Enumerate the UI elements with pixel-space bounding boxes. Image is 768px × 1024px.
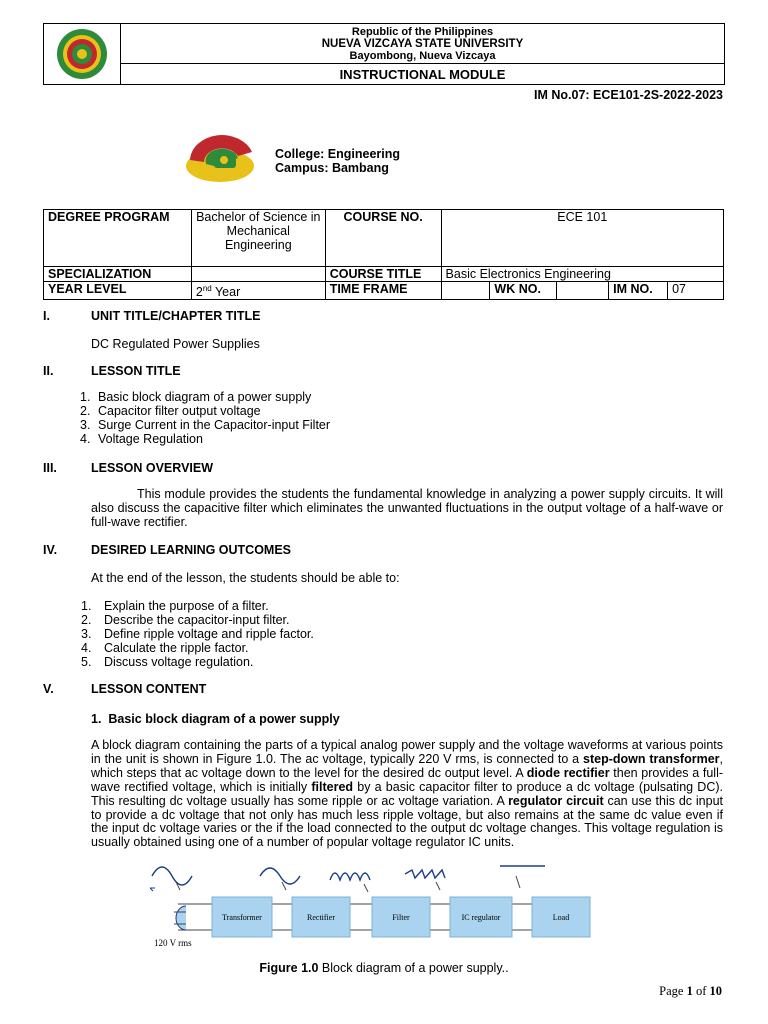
section-number: III. — [43, 461, 57, 475]
university-seal-icon — [50, 27, 114, 81]
section-title: LESSON OVERVIEW — [91, 461, 214, 475]
section-2-heading — [43, 364, 181, 378]
lesson-overview-text: This module provides the students the fundamental knowledge in analyzing a power supply circuits. It will also discuss the capacitive filter which eliminates the unwanted fluctuations in the output voltage of a half-wave or full-wave rectifier. — [91, 487, 723, 529]
specialization-label: SPECIALIZATION — [44, 267, 192, 282]
header-university-block — [121, 24, 724, 64]
outcomes-list — [81, 599, 314, 669]
stepped-down-wave-icon — [260, 868, 300, 884]
list-item: 4. Voltage Regulation — [80, 432, 203, 446]
year-suffix: nd — [202, 284, 212, 293]
header-republic: Republic of the Philippines — [351, 26, 494, 38]
im-no-label: IM NO. — [609, 282, 668, 300]
wk-no-value — [557, 282, 609, 300]
subsection-title: 1. Basic block diagram of a power supply — [91, 712, 340, 726]
course-no-value: ECE 101 — [441, 210, 723, 267]
campus-name: Campus: Bambang — [275, 161, 389, 175]
lesson-content-paragraph: A block diagram containing the parts of a typical analog power supply and the voltage waveforms at various points in the unit is shown in Figure 1.0. The ac voltage, typically 220 V rms, is connected to a step-down transformer, which steps that ac voltage down to the level for the desired dc output level. A diode rectifier then provides a full-wave rectified voltage, which is initially filtered by a basic capacitor filter to produce a dc voltage (pulsating DC). This resulting dc voltage usually has some ripple or ac voltage variation. A regulator circuit can use this dc input to provide a dc voltage that not only has much less ripple voltage, but also remains at the same dc value even if the input dc voltage varies or the if the load connected to the output dc voltage changes. This voltage regulation is usually obtained using one of a number of popular voltage regulator IC units. — [91, 738, 724, 850]
ac-input-wave-icon — [152, 867, 192, 885]
header-location: Bayombong, Nueva Vizcaya — [349, 50, 496, 62]
block-label: Filter — [392, 913, 410, 922]
university-logo — [44, 24, 121, 84]
list-item: 5. Discuss voltage regulation. — [81, 655, 254, 669]
list-item: 1. Basic block diagram of a power supply — [80, 390, 312, 404]
time-frame-value — [441, 282, 490, 300]
section-5-heading — [43, 682, 206, 696]
header-university-name: NUEVA VIZCAYA STATE UNIVERSITY — [321, 38, 524, 50]
source-label: 120 V rms — [154, 938, 192, 948]
module-title: INSTRUCTIONAL MODULE — [339, 67, 506, 82]
degree-label: DEGREE PROGRAM — [44, 210, 192, 267]
course-title-value: Basic Electronics Engineering — [441, 267, 723, 282]
list-item: 3. Surge Current in the Capacitor-input Filter — [80, 418, 331, 432]
section-title: DESIRED LEARNING OUTCOMES — [91, 543, 292, 557]
block-label: Transformer — [222, 913, 262, 922]
block-label: Rectifier — [307, 913, 335, 922]
year-num: 2 — [195, 285, 203, 300]
list-item: 4. Calculate the ripple factor. — [81, 641, 249, 655]
ripple-wave-icon — [405, 870, 445, 878]
outcomes-intro: At the end of the lesson, the students should be able to: — [91, 571, 400, 585]
figure-caption: Figure 1.0 Block diagram of a power supply.. — [259, 961, 509, 975]
list-item: 1. Explain the purpose of a filter. — [81, 599, 269, 613]
year-word: Year — [211, 285, 241, 300]
course-title-label: COURSE TITLE — [325, 267, 441, 282]
course-no-label: COURSE NO. — [325, 210, 441, 267]
unit-title-text: DC Regulated Power Supplies — [91, 337, 260, 351]
section-title: LESSON TITLE — [91, 364, 181, 378]
section-number: II. — [43, 364, 54, 378]
college-name: College: Engineering — [275, 147, 401, 161]
time-frame-label: TIME FRAME — [325, 282, 441, 300]
list-item: 3. Define ripple voltage and ripple factor. — [81, 627, 314, 641]
section-number: V. — [43, 682, 54, 696]
wk-no-label: WK NO. — [490, 282, 557, 300]
list-item: 2. Describe the capacitor-input filter. — [81, 613, 290, 627]
year-level-label: YEAR LEVEL — [44, 282, 192, 300]
section-number: IV. — [43, 543, 58, 557]
section-title: UNIT TITLE/CHAPTER TITLE — [91, 309, 261, 323]
section-4-heading — [43, 543, 291, 557]
im-no-value: 07 — [668, 282, 724, 300]
page-number: Page 1 of 10 — [659, 984, 722, 998]
rectified-wave-icon — [330, 873, 370, 880]
section-1-heading — [43, 309, 260, 323]
section-number: I. — [43, 309, 50, 323]
block-label: IC regulator — [461, 913, 501, 922]
list-item: 2. Capacitor filter output voltage — [80, 404, 261, 418]
section-3-heading — [43, 461, 213, 475]
degree-value: Bachelor of Science in Mechanical Engineering — [191, 210, 325, 267]
lesson-title-list — [80, 390, 330, 446]
college-info — [275, 147, 400, 175]
im-number: IM No.07: ECE101-2S-2022-2023 — [534, 88, 723, 102]
ac-plug-icon — [174, 906, 186, 930]
header-box — [43, 23, 725, 85]
course-info-table — [43, 209, 724, 300]
college-logo-icon — [180, 126, 264, 188]
block-label: Load — [552, 913, 570, 922]
section-title: LESSON CONTENT — [91, 682, 207, 696]
specialization-value — [191, 267, 325, 282]
year-level-value — [191, 282, 325, 300]
power-supply-block-diagram — [150, 862, 592, 956]
